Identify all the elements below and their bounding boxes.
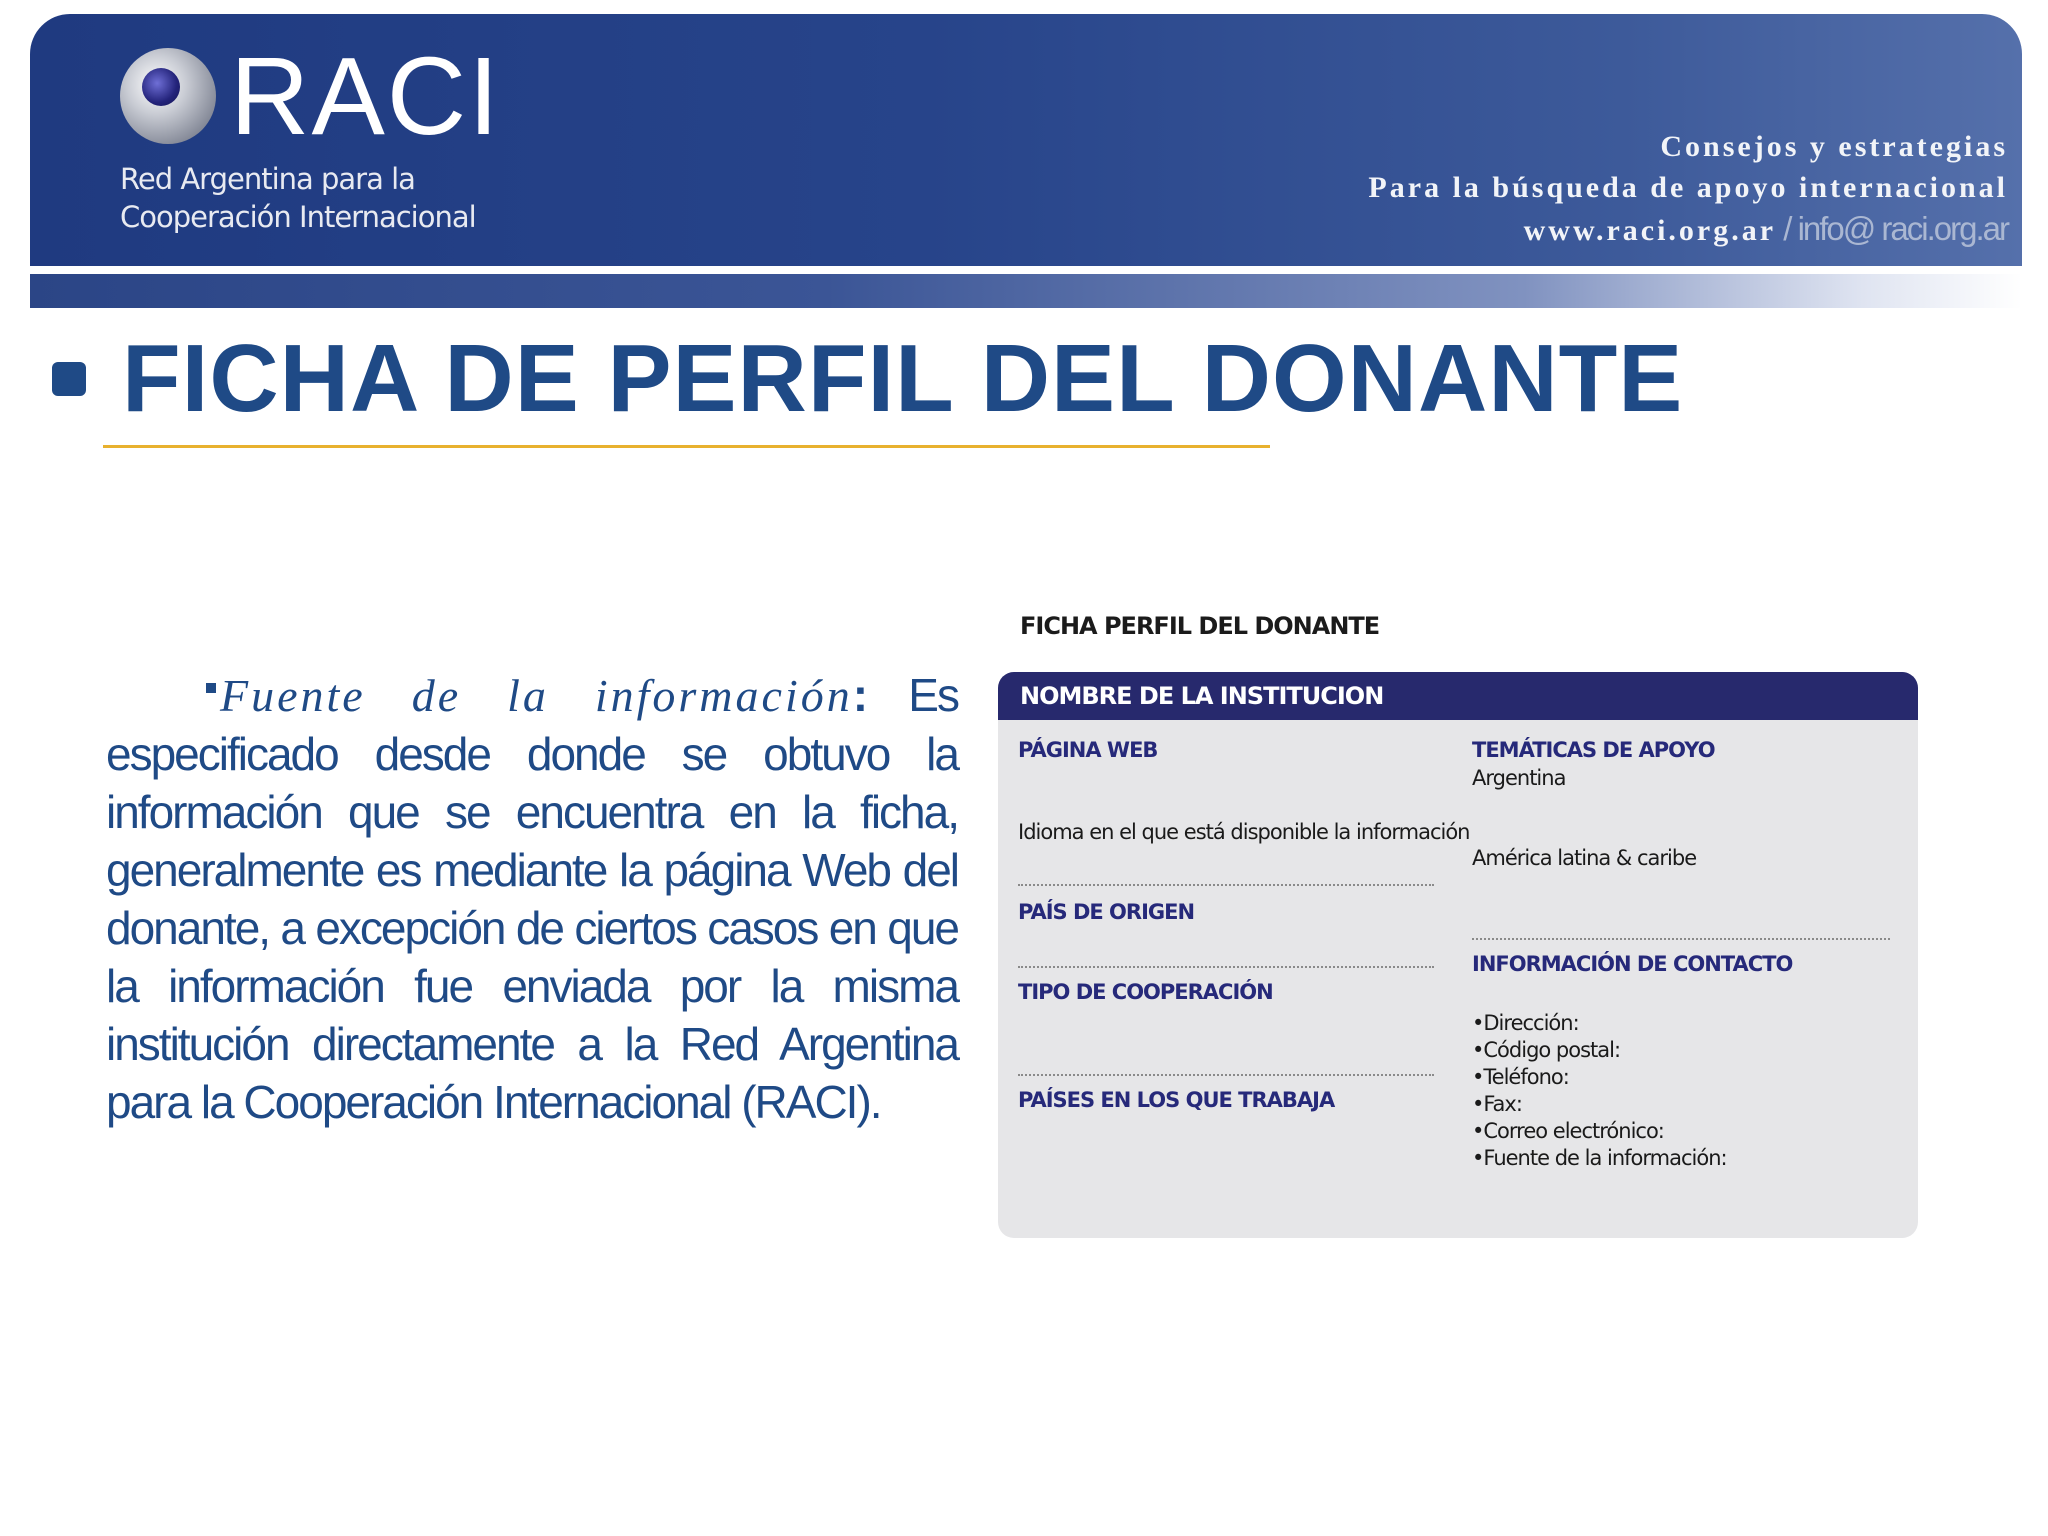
logo-wordmark: RACI <box>230 35 501 158</box>
divider <box>1472 938 1890 940</box>
language-text: Idioma en el que está disponible la información <box>1018 820 1470 844</box>
contact-list <box>1472 1010 1727 1172</box>
source-label: Fuente de la información <box>220 670 853 721</box>
themes-label: TEMÁTICAS DE APOYO <box>1472 738 1715 762</box>
list-item: • Fax: <box>1472 1091 1727 1118</box>
header-banner <box>30 14 2022 266</box>
source-colon: : <box>852 669 867 721</box>
cooperation-label: TIPO DE COOPERACIÓN <box>1018 980 1273 1004</box>
list-item: • Correo electrónico: <box>1472 1118 1727 1145</box>
paragraph-bullet-icon <box>206 683 216 693</box>
list-item: • Código postal: <box>1472 1037 1727 1064</box>
country-value: Argentina <box>1472 766 1566 790</box>
card-header <box>998 672 1918 720</box>
body-text: Es especificado desde donde se obtuvo la información que se encuentra en la ficha, generalmente es mediante la página Web del donante, a excepción de ciertos casos en que la información fue enviada por la misma institución directamente a la Red Argentina para la Cooperación Internacional (RACI). <box>106 669 958 1128</box>
divider <box>1018 966 1434 968</box>
contact-label: INFORMACIÓN DE CONTACTO <box>1472 952 1793 976</box>
form-heading: FICHA PERFIL DEL DONANTE <box>1020 612 1380 640</box>
divider <box>1018 1074 1434 1076</box>
logo-subtitle-line1: Red Argentina para la <box>120 162 415 196</box>
tagline-line2: Para la búsqueda de apoyo internacional <box>1368 171 2008 204</box>
web-label: PÁGINA WEB <box>1018 738 1158 762</box>
page-title: FICHA DE PERFIL DEL DONANTE <box>122 325 1684 432</box>
title-bullet-icon <box>52 362 86 396</box>
website-link[interactable]: www.raci.org.ar <box>1523 214 1777 247</box>
tagline-line1: Consejos y estrategias <box>1660 130 2008 163</box>
list-item: • Teléfono: <box>1472 1064 1727 1091</box>
list-item: • Dirección: <box>1472 1010 1727 1037</box>
header-tagline <box>1368 126 2008 251</box>
header-gradient-stripe <box>30 274 2022 308</box>
title-underline <box>103 445 1270 448</box>
logo-subtitle <box>120 160 520 236</box>
raci-logo-orb-icon <box>120 48 216 144</box>
divider <box>1018 884 1434 886</box>
list-item: • Fuente de la información: <box>1472 1145 1727 1172</box>
region-value: América latina & caribe <box>1472 846 1697 870</box>
email-link[interactable]: info@ raci.org.ar <box>1797 210 2008 247</box>
origin-label: PAÍS DE ORIGEN <box>1018 900 1195 924</box>
tagline-contact <box>1368 208 2008 251</box>
contact-separator: / <box>1776 210 1798 247</box>
body-paragraph <box>106 666 958 1131</box>
countries-label: PAÍSES EN LOS QUE TRABAJA <box>1018 1088 1335 1112</box>
institution-header: NOMBRE DE LA INSTITUCION <box>1020 682 1384 710</box>
logo-subtitle-line2: Cooperación Internacional <box>120 200 476 234</box>
donor-profile-card <box>998 672 1918 1238</box>
